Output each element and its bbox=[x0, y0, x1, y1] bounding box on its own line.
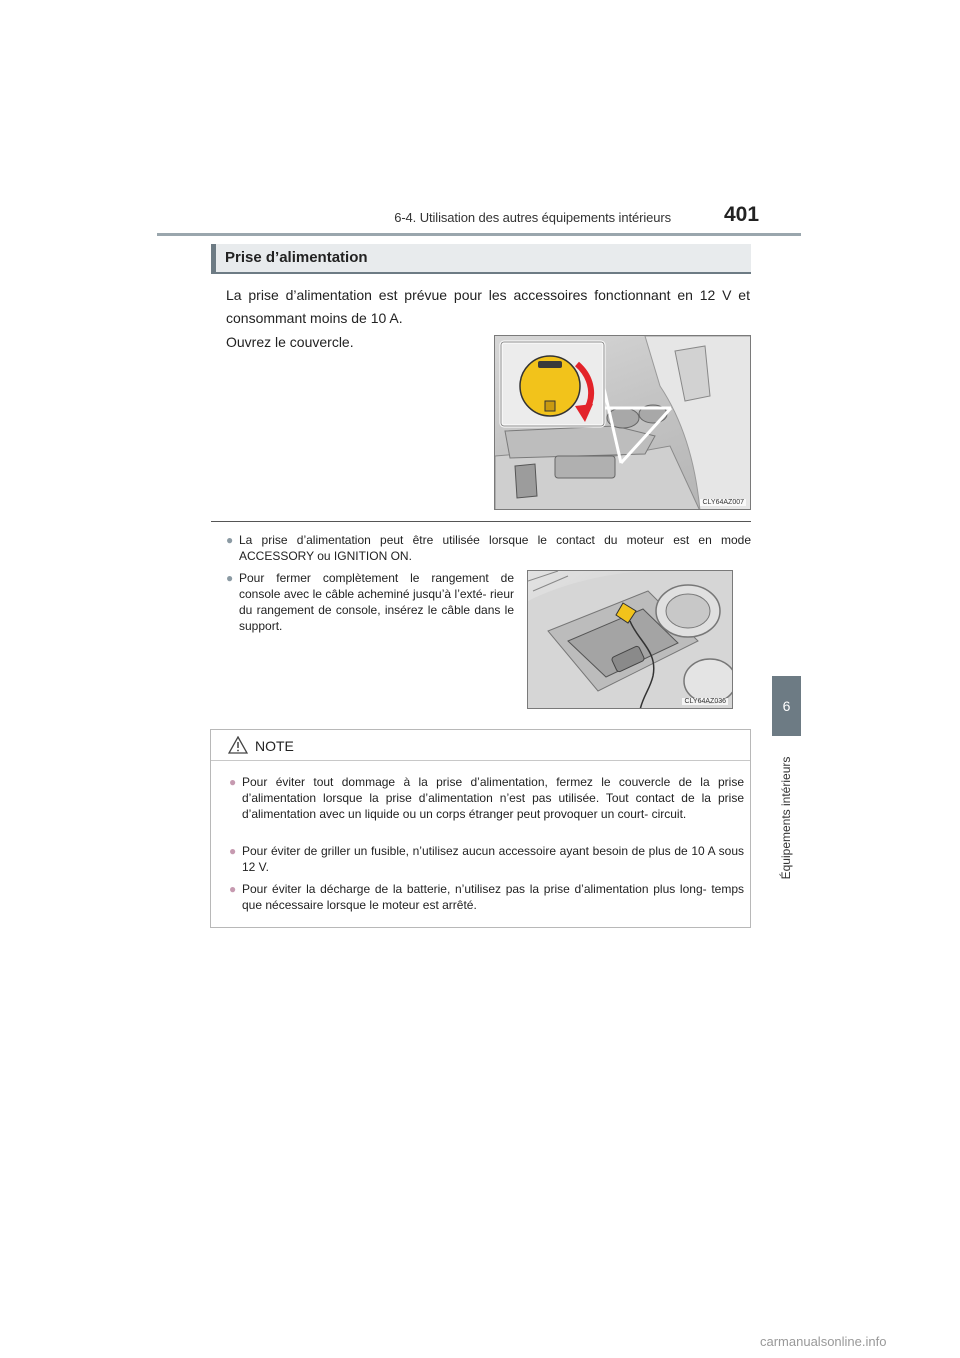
section-heading-text: Prise d’alimentation bbox=[225, 249, 368, 266]
page-number: 401 bbox=[724, 203, 760, 226]
notice-header bbox=[211, 730, 750, 761]
bullet-icon: ● bbox=[229, 844, 237, 858]
notice-item bbox=[229, 881, 744, 913]
bullet-icon: ● bbox=[229, 882, 237, 896]
figure-1-illustration bbox=[495, 336, 751, 510]
instruction-text: Ouvrez le couvercle. bbox=[226, 334, 354, 350]
header-section-title: 6-4. Utilisation des autres équipements intérieurs bbox=[394, 210, 671, 225]
note-text: La prise d’alimentation peut être utilisée lorsque le contact du moteur est en mode ACCESSORY ou IGNITION ON. bbox=[239, 533, 751, 563]
figure-1-code: CLY64AZ007 bbox=[702, 499, 744, 506]
notice-text: Pour éviter la décharge de la batterie, n’utilisez pas la prise d’alimentation plus long- temps que nécessaire lorsque le moteur est arrêté. bbox=[242, 882, 744, 912]
notice-text: Pour éviter tout dommage à la prise d’alimentation, fermez le couvercle de la prise d’alimentation lorsque la prise d’alimentation n’est pas utilisée. Tout contact de la prise d’alimentation avec un liquide ou un corps étranger peut provoquer un court- circuit. bbox=[242, 775, 744, 821]
watermark-text: carmanualsonline.info bbox=[760, 1334, 887, 1349]
notice-label: NOTE bbox=[255, 738, 294, 754]
chapter-label-text: Équipements intérieurs bbox=[779, 756, 793, 879]
chapter-tab[interactable]: 6 bbox=[772, 676, 801, 736]
warning-triangle-icon bbox=[228, 736, 248, 754]
figure-2-code: CLY64AZ036 bbox=[684, 698, 726, 705]
note-item bbox=[226, 570, 514, 634]
bullet-icon: ● bbox=[229, 775, 237, 789]
figure-console-cable bbox=[527, 570, 733, 709]
header-rule bbox=[157, 233, 801, 236]
section-heading-underline bbox=[216, 272, 751, 274]
bullet-icon: ● bbox=[226, 533, 234, 547]
notice-box bbox=[210, 729, 751, 928]
intro-paragraph: La prise d’alimentation est prévue pour les accessoires fonctionnant en 12 V et consommant moins de 10 A. bbox=[226, 287, 750, 326]
notice-item bbox=[229, 843, 744, 875]
section-divider bbox=[211, 521, 751, 522]
bullet-icon: ● bbox=[226, 571, 234, 585]
figure-2-illustration bbox=[528, 571, 733, 709]
notice-text: Pour éviter de griller un fusible, n’utilisez aucun accessoire ayant besoin de plus de 10 A sous 12 V. bbox=[242, 844, 744, 874]
figure-power-outlet-open bbox=[494, 335, 751, 510]
note-item bbox=[226, 532, 751, 564]
notice-item bbox=[229, 774, 744, 822]
chapter-label bbox=[775, 745, 797, 890]
note-text: Pour fermer complètement le rangement de console avec le câble acheminé jusqu’à l’exté- rieur du rangement de console, insérez le câble dans le support. bbox=[239, 571, 514, 633]
section-heading bbox=[211, 244, 751, 274]
